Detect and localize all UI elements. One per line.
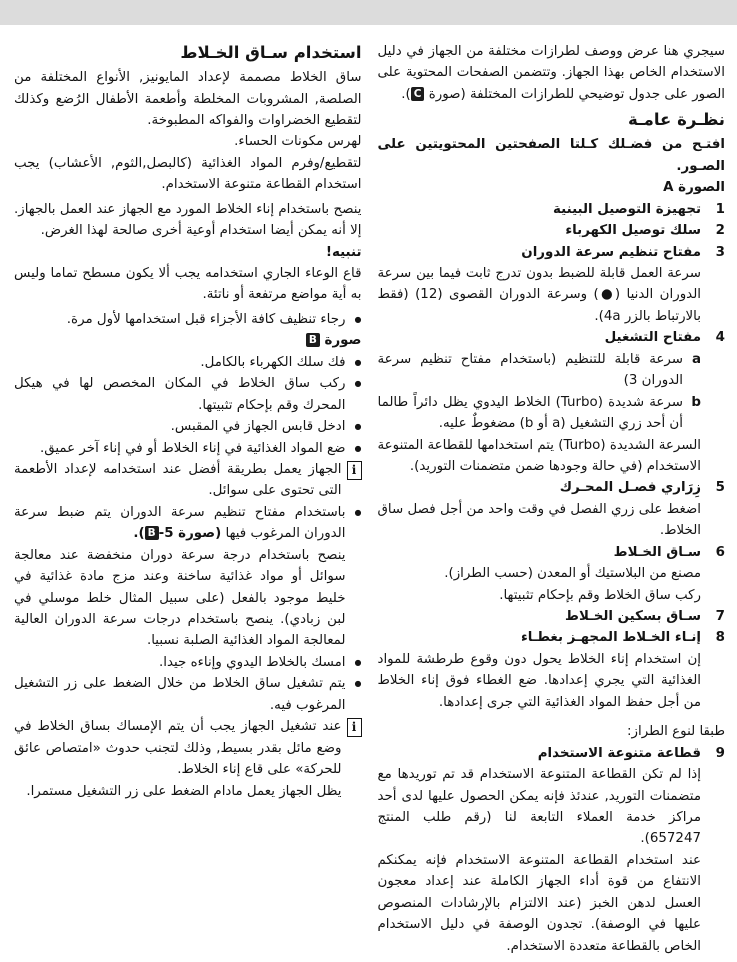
figure-b-line: صورة B — [14, 330, 362, 351]
list-item-9 — [378, 743, 726, 957]
bullet-icon: ● — [354, 357, 362, 367]
figure-a-label: الصورة A — [663, 180, 725, 196]
sub-item-a — [378, 349, 702, 392]
item-description: عند استخدام القطاعة المتنوعة الاستخدام فإنه يمكنكم الانتفاع من قوة أداء الجهاز الكاملة عند إعداد معجون العسل لدهن الخبز (عند الالتزام بالإرشادات المنصوص عليها في الوصفة). تجدون الوصفة في دليل الاستخدام الخاص بالقطاعة متعددة الاستخدام. — [377, 852, 701, 954]
bullet-item-speed: ● باستخدام مفتاح تنظيم سرعة الدوران يتم ضبط سرعة الدوران المرغوب فيها (صورة 5-B). — [14, 502, 362, 545]
bullet-item: ● يتم تشغيل ساق الخلاط من خلال الضغط على زر التشغيل المرغوب فيه. — [14, 673, 362, 716]
bullet-item: ● رجاء تنظيف كافة الأجزاء قبل استخدامها لأول مرة. — [14, 309, 362, 330]
item-description: مصنع من البلاستيك أو المعدن (حسب الطراز). — [444, 566, 701, 582]
caution-text: قاع الوعاء الجاري استخدامه يجب ألا يكون مسطح تماما وليس به أية مواضع مرتفعة أو ناتئة. — [14, 266, 362, 303]
model-note: طبقا لنوع الطراز: — [627, 724, 725, 740]
item-description: سرعة العمل قابلة للضبط بدون تدرج ثابت فيما بين سرعة الدوران الدنيا (●) وسرعة الدوران القصوى (12) (فقط بالارتباط بالزر 4a). — [377, 266, 701, 324]
item-number: 7 — [715, 609, 725, 625]
item-description: السرعة الشديدة (Turbo) يتم استخدامها للقطاعة المتنوعة الاستخدام (في حالة وجودها ضمن متضمنات التوريد). — [377, 437, 701, 474]
bullet-item: ● ادخل قابس الجهاز في المقبس. — [14, 416, 362, 437]
bullet-item: ● ضع المواد الغذائية في إناء الخلاط أو في إناء آخر عميق. — [14, 438, 362, 459]
paragraph: لتقطيع/وفرم المواد الغذائية (كالبصل,الثوم, الأعشاب) يجب استخدام القطاعة متنوعة الاستخدام. — [14, 155, 362, 193]
item-number: 8 — [715, 630, 725, 646]
item-number: 4 — [715, 330, 725, 346]
info-note: i الجهاز يعمل بطريقة أفضل عند استخدامه لإعداد الأطعمة التى تحتوى على سوائل. — [14, 459, 362, 502]
item-title: تجهيزة التوصيل البينية — [553, 201, 701, 217]
item-number: 3 — [715, 244, 725, 260]
list-item-6 — [378, 542, 726, 606]
bullet-icon: ● — [354, 379, 362, 389]
blender-foot-heading: استخدام سـاق الخـلاط — [180, 43, 362, 62]
info-note: i عند تشغيل الجهاز يجب أن يتم الإمساك بساق الخلاط في وضع مائل بقدر بسيط, وذلك لتجنب حدوث «امتصاص عائق للحركة» على قاع إناء الخلاط. يظل الجهاز يعمل مادام الضغط على زر التشغيل مستمرا. — [14, 716, 362, 802]
bullet-icon: ● — [354, 314, 362, 324]
item-title: قطاعة متنوعة الاستخدام — [537, 745, 701, 761]
item-number: 9 — [715, 745, 725, 761]
overview-heading: نظـرة عامـة — [628, 110, 725, 130]
page-top-bar — [0, 0, 737, 25]
list-item-8 — [378, 627, 726, 713]
item-description: إذا لم تكن القطاعة المتنوعة الاستخدام قد تم توريدها مع متضمنات التوريد, عندئذ فإنه يمكن الحصول عليها لدى أحد مراكز خدمة العملاء التابعة لنا (رقم طلب المنتج 657247). — [377, 767, 701, 847]
list-item-1 — [378, 199, 726, 220]
manual-page — [0, 25, 737, 957]
item-title: سلك توصيل الكهرباء — [565, 223, 701, 239]
sub-item-key: b — [691, 394, 701, 410]
item-title: زِرَاري فصـل المحـرك — [559, 480, 701, 496]
bullet-icon: ● — [354, 443, 362, 453]
item-title: سـاق بسكين الخـلاط — [565, 609, 701, 625]
overview-instruction: افتـح من فضـلك كـلتا الصفحتين المحتويتين على الصـور. — [377, 137, 725, 174]
caution-label: تنبيه! — [325, 244, 362, 260]
item-description: ركب ساق الخلاط وقم بإحكام تثبيتها. — [499, 587, 701, 603]
paragraph: ينصح باستخدام إناء الخلاط المورد مع الجهاز عند العمل بالجهاز. إلا أنه يمكن أيضا استخدام أوعية أخرى صالحة لهذا الغرض. — [14, 201, 362, 239]
paragraph: لهرس مكونات الحساء. — [234, 134, 362, 150]
column-left — [14, 41, 362, 957]
bullet-icon: ● — [354, 679, 362, 689]
speed-advice: ينصح باستخدام درجة سرعة دوران منخفضة عند معالجة سوائل أو مواد غذائية ساخنة وعند مزج مادة غذائية في خليط موجود بالفعل (على سبيل المثال خلط موسلي في لبن زبادي). ينصح باستخدام درجات سرعة الدوران العالية لمعالجة المواد الغذائية الصلبة نسبيا. — [14, 547, 346, 649]
info-icon: i — [347, 718, 362, 737]
info-icon: i — [347, 461, 362, 480]
list-item-4 — [378, 327, 726, 477]
item-title: سـاق الخـلاط — [613, 544, 701, 560]
column-right — [378, 41, 726, 957]
item-title: إنـاء الخـلاط المجهـز بغطـاء — [520, 630, 701, 646]
item-number: 5 — [715, 480, 725, 496]
bullet-icon: ● — [354, 507, 362, 517]
sub-item-text: سرعة شديدة (Turbo) الخلاط اليدوي يظل دائراً طالما أن أحد زري التشغيل (a أو b) مضغوطٌ عليه. — [377, 394, 683, 432]
figure-b-badge: B — [306, 333, 320, 347]
sub-item-text: سرعة قابلة للتنظيم (باستخدام مفتاح تنظيم سرعة الدوران 3) — [377, 351, 683, 389]
figure-b-badge: B — [145, 526, 159, 540]
list-item-5 — [378, 477, 726, 541]
item-number: 1 — [715, 201, 725, 217]
list-item-3 — [378, 242, 726, 328]
bullet-icon: ● — [354, 657, 362, 667]
item-description: اضغط على زري الفصل في وقت واحد من أجل فصل ساق الخلاط. — [377, 501, 701, 539]
item-title: مفتاح التشغيل — [604, 330, 701, 346]
bullet-icon: ● — [354, 422, 362, 432]
paragraph: ساق الخلاط مصممة لإعداد المايونيز, الأنواع المختلفة من الصلصة, المشروبات المخلطة وأطعمة الأطفال الرُضع وكذلك لتقطيع الخضراوات والفواكه المطبوخة. — [14, 70, 362, 128]
figure-5b-ref: (صورة 5-B). — [133, 526, 222, 542]
sub-item-b — [378, 392, 702, 435]
item-title: مفتاح تنظيم سرعة الدوران — [521, 244, 701, 260]
intro-paragraph: سيجري هنا عرض ووصف لطرازات مختلفة من الجهاز في دليل الاستخدام الخاص بهذا الجهاز. وتتضمن الصفحات المحتوية على الصور على جدول توضيحي للطرازات المختلفة (صورة C). — [377, 44, 725, 102]
item-description: إن استخدام إناء الخلاط يحول دون وقوع طرطشة للمواد الغذائية التي يجري إعدادها. ضع الغطاء فوق إناء الخلاط من أجل حفظ المواد الغذائية التي جرى إعدادها. — [377, 651, 701, 710]
sub-item-key: a — [691, 351, 701, 367]
bullet-item: ● امسك بالخلاط اليدوي وإناءه جيدا. — [14, 652, 362, 673]
item-number: 2 — [715, 223, 725, 239]
list-item-2 — [378, 220, 726, 241]
bullet-item: ● ركب ساق الخلاط في المكان المخصص لها في هيكل المحرك وقم بإحكام تثبيتها. — [14, 373, 362, 416]
item-number: 6 — [715, 544, 725, 560]
figure-c-badge: C — [411, 87, 425, 101]
bullet-item: ● فك سلك الكهرباء بالكامل. — [14, 352, 362, 373]
list-item-7 — [378, 606, 726, 627]
